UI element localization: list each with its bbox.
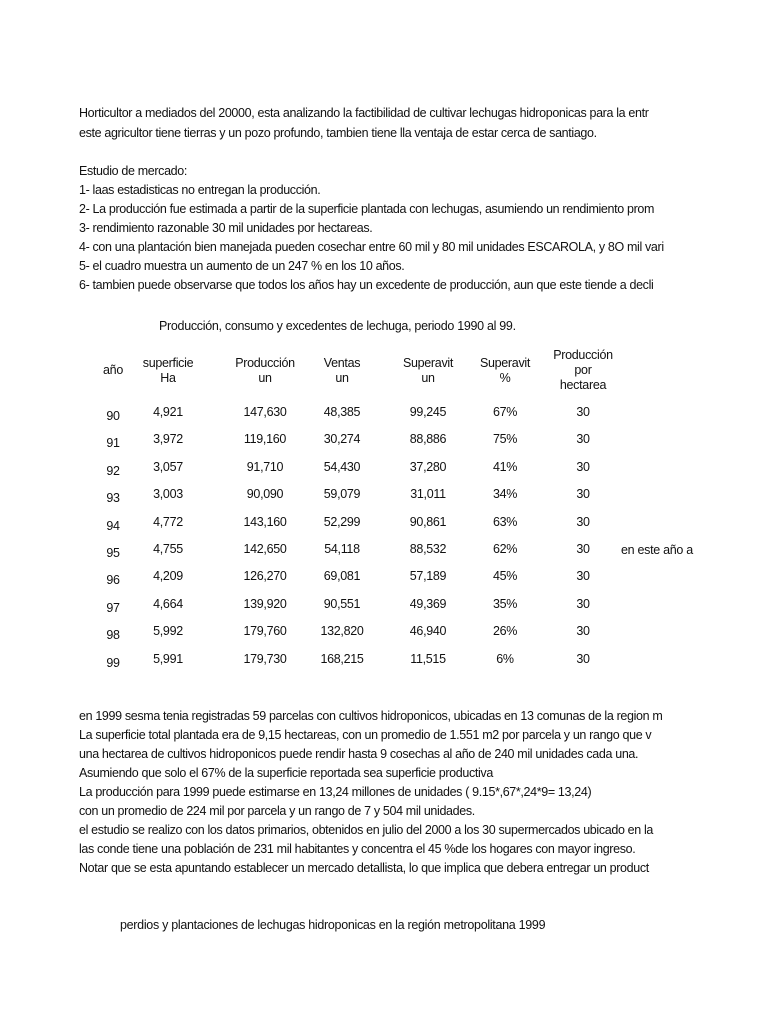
column-header: Superavit xyxy=(402,356,454,370)
table-cell: 139,920 xyxy=(243,596,287,611)
table-cell: 54,430 xyxy=(323,459,361,474)
table-cell: 30 xyxy=(576,405,590,419)
table-cell: 52,299 xyxy=(323,514,361,529)
table-cell: 4,209 xyxy=(153,569,183,584)
table-cell: 30 xyxy=(576,432,590,447)
table-cell: 59,079 xyxy=(323,487,361,502)
market-heading: Estudio de mercado: xyxy=(79,164,187,178)
table-cell: 46,940 xyxy=(409,624,447,639)
intro-line: este agricultor tiene tierras y un pozo profundo, tambien tiene lla ventaja de estar cerca de santiago. xyxy=(79,126,597,140)
column-header: un xyxy=(421,371,435,385)
table-cell: 142,650 xyxy=(243,542,287,556)
table-cell: 4,755 xyxy=(153,542,183,556)
table-cell: 3,972 xyxy=(153,432,183,447)
table-cell: 97 xyxy=(106,600,120,615)
market-item: 1- laas estadisticas no entregan la producción. xyxy=(79,183,321,197)
table-cell: 45% xyxy=(492,569,518,584)
table-cell: 88,886 xyxy=(409,432,447,447)
table-cell: 95 xyxy=(106,546,120,560)
table-cell: 5,991 xyxy=(153,651,183,666)
table-cell: 49,369 xyxy=(409,596,447,611)
table-cell: 5,992 xyxy=(153,624,183,639)
detail-line: el estudio se realizo con los datos primarios, obtenidos en julio del 2000 a los 30 supermercados ubicado en la xyxy=(79,823,654,837)
footer-title: perdios y plantaciones de lechugas hidroponicas en la región metropolitana 1999 xyxy=(120,918,546,932)
table-cell: 119,160 xyxy=(243,432,287,447)
table-cell: 31,011 xyxy=(410,487,446,502)
table-cell: 92 xyxy=(106,463,120,478)
table-cell: 67% xyxy=(492,405,518,419)
table-cell: 30 xyxy=(576,624,590,639)
detail-line: con un promedio de 224 mil por parcela y un rango de 7 y 504 mil unidades. xyxy=(79,804,475,818)
table-cell: 4,664 xyxy=(153,596,183,611)
table-cell: 75% xyxy=(492,432,518,447)
table-cell: 99 xyxy=(106,655,120,670)
column-header: Producción xyxy=(553,348,613,362)
table-title: Producción, consumo y excedentes de lechuga, periodo 1990 al 99. xyxy=(159,319,516,333)
table-cell: 48,385 xyxy=(323,405,361,419)
table-cell: 90 xyxy=(106,409,120,423)
column-header: Superavit xyxy=(479,356,531,370)
table-cell: 57,189 xyxy=(409,569,447,584)
market-item: 3- rendimiento razonable 30 mil unidades por hectareas. xyxy=(79,221,373,235)
table-cell: 3,057 xyxy=(153,459,183,474)
table-cell: 4,921 xyxy=(153,405,183,419)
market-item: 6- tambien puede observarse que todos los años hay un excedente de producción, aun que este tiende a decli xyxy=(79,278,654,292)
table-cell: 63% xyxy=(492,514,518,529)
table-cell: 147,630 xyxy=(243,405,287,419)
table-cell: 96 xyxy=(106,573,120,588)
table-cell: 30 xyxy=(576,569,590,584)
detail-line: Asumiendo que solo el 67% de la superficie reportada sea superficie productiva xyxy=(79,766,493,780)
detail-line: Notar que se esta apuntando establecer un mercado detallista, lo que implica que debera entregar un product xyxy=(79,861,649,875)
market-item: 2- La producción fue estimada a partir de la superficie plantada con lechugas, asumiendo un rendimiento prom xyxy=(79,202,655,216)
intro-line: Horticultor a mediados del 20000, esta analizando la factibilidad de cultivar lechugas hidroponicas para la entr xyxy=(79,106,649,120)
table-cell: 88,532 xyxy=(409,542,447,556)
column-header: año xyxy=(103,363,123,377)
table-cell: 30,274 xyxy=(323,432,361,447)
column-header: Ha xyxy=(160,371,176,385)
detail-line: las conde tiene una población de 231 mil habitantes y concentra el 45 %de los hogares con mayor ingreso. xyxy=(79,842,636,856)
table-cell: 132,820 xyxy=(320,624,364,639)
table-cell: 143,160 xyxy=(243,514,287,529)
table-cell: 30 xyxy=(576,651,590,666)
column-header: un xyxy=(258,371,272,385)
table-cell: 30 xyxy=(576,487,590,502)
table-cell: 168,215 xyxy=(320,651,364,666)
detail-line: una hectarea de cultivos hidroponicos puede rendir hasta 9 cosechas al año de 240 mil unidades cada una. xyxy=(79,747,639,761)
detail-line: en 1999 sesma tenia registradas 59 parcelas con cultivos hidroponicos, ubicadas en 13 comunas de la region m xyxy=(79,709,663,723)
table-cell: 93 xyxy=(106,491,120,506)
column-header: Producción xyxy=(235,356,295,370)
column-header: % xyxy=(499,371,511,385)
detail-line: La producción para 1999 puede estimarse en 13,24 millones de unidades ( 9.15*,67*,24*9= 13,24) xyxy=(79,785,592,799)
table-cell: 11,515 xyxy=(410,651,446,666)
table-cell: 30 xyxy=(576,459,590,474)
table-cell: 94 xyxy=(106,518,120,533)
table-cell: 30 xyxy=(576,596,590,611)
table-cell: 91,710 xyxy=(246,459,284,474)
table-cell: 41% xyxy=(492,459,518,474)
market-item: 4- con una plantación bien manejada pueden cosechar entre 60 mil y 80 mil unidades ESCAROLA, y 8O mil vari xyxy=(79,240,664,254)
table-cell: 179,730 xyxy=(243,651,287,666)
table-cell: 35% xyxy=(492,596,518,611)
market-item: 5- el cuadro muestra un aumento de un 247 % en los 10 años. xyxy=(79,259,405,273)
table-cell: 30 xyxy=(576,514,590,529)
table-cell: 126,270 xyxy=(243,569,287,584)
column-header: un xyxy=(335,371,349,385)
table-cell: 62% xyxy=(492,542,518,556)
table-cell: 54,118 xyxy=(324,542,360,556)
table-cell: 69,081 xyxy=(323,569,361,584)
table-cell: 4,772 xyxy=(153,514,183,529)
table-cell: 179,760 xyxy=(243,624,287,639)
table-cell: 90,090 xyxy=(246,487,284,502)
column-header: superficie xyxy=(142,356,194,370)
table-cell: 90,551 xyxy=(323,596,361,611)
column-header: hectarea xyxy=(559,378,607,392)
table-cell: 3,003 xyxy=(153,487,183,502)
table-cell: 99,245 xyxy=(409,405,447,419)
table-cell: 90,861 xyxy=(409,514,447,529)
table-cell: 37,280 xyxy=(409,459,447,474)
table-cell: 34% xyxy=(492,487,518,502)
table-cell: 6% xyxy=(496,651,514,666)
table-cell: 30 xyxy=(576,542,590,556)
column-header: Ventas xyxy=(323,356,361,370)
table-cell: 98 xyxy=(106,628,120,643)
table-cell: 91 xyxy=(106,436,120,451)
column-header: por xyxy=(574,363,592,377)
table-cell: 26% xyxy=(492,624,518,639)
detail-line: La superficie total plantada era de 9,15 hectareas, con un promedio de 1.551 m2 por parcela y un rango que v xyxy=(79,728,652,742)
side-note: en este año a xyxy=(621,543,693,557)
